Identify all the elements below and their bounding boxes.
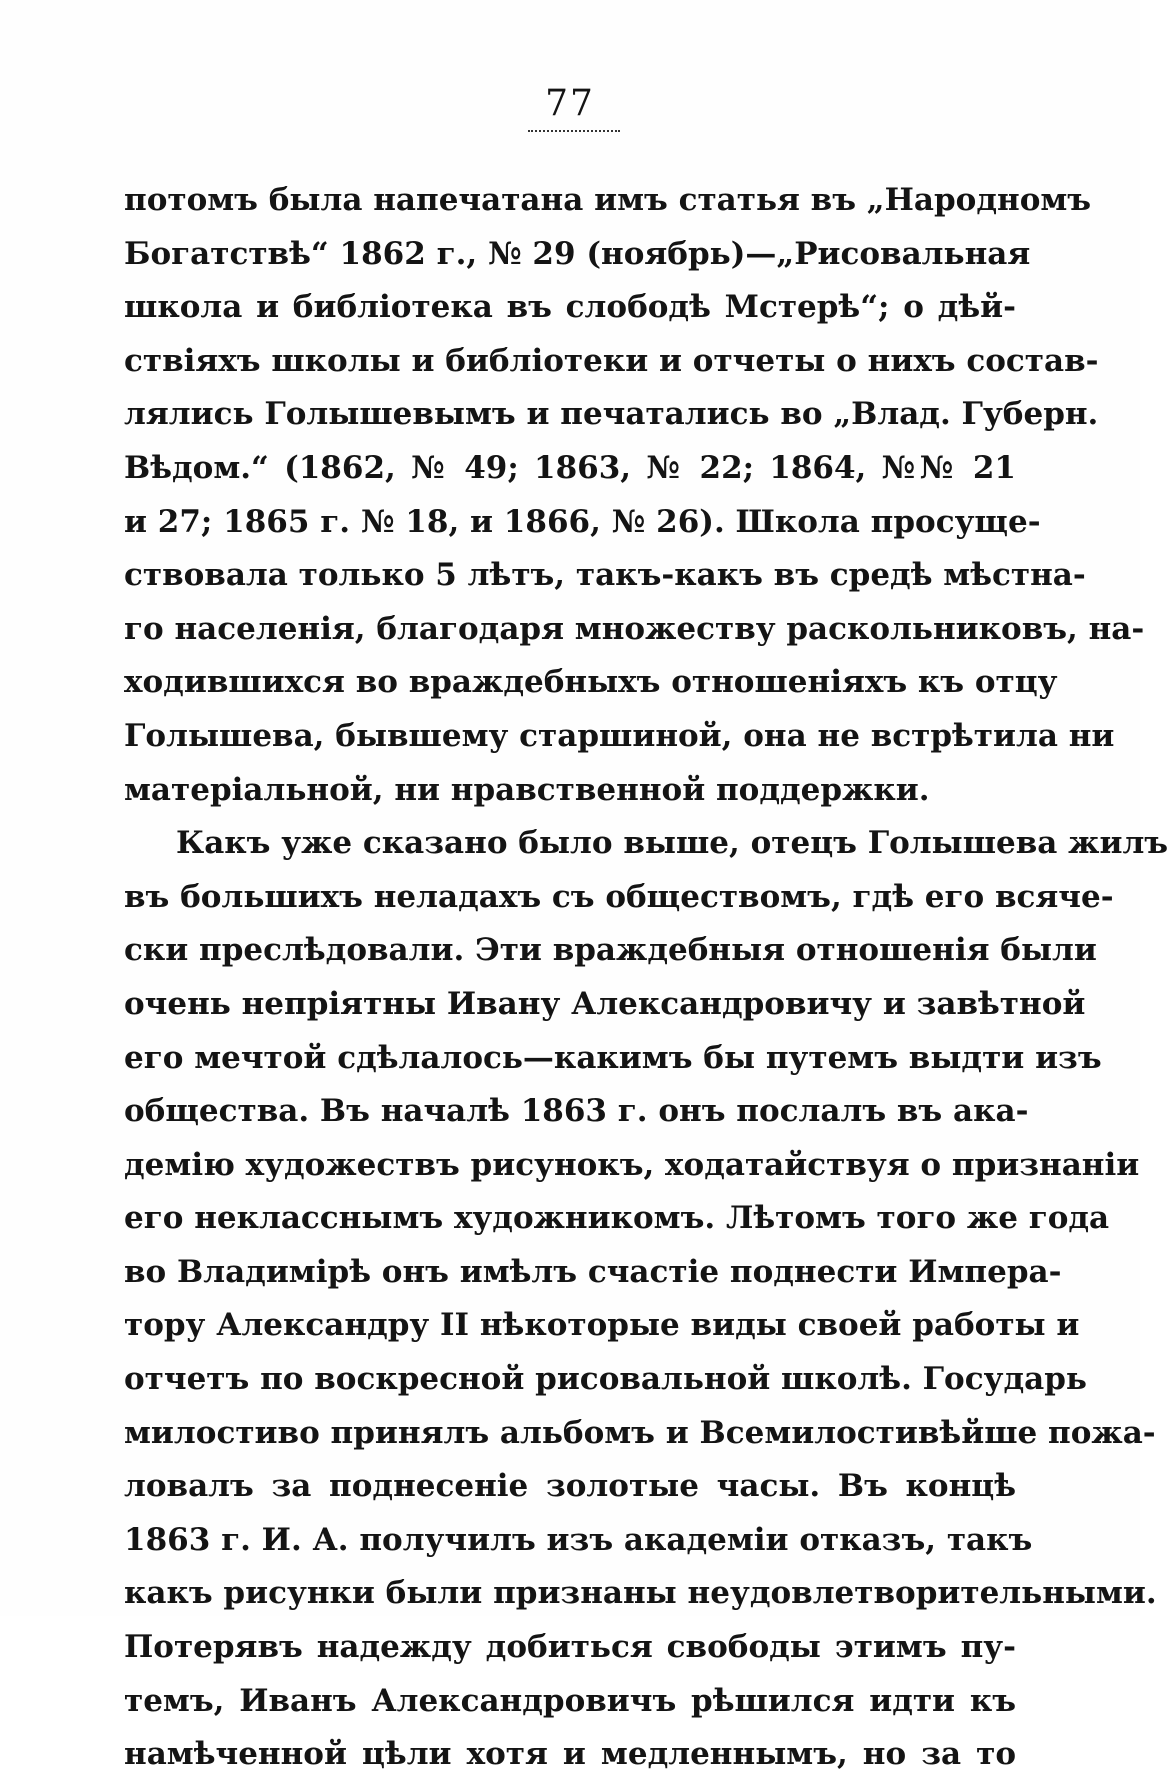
text-line: его мечтой сдѣлалось—какимъ бы путемъ выдти изъ <box>124 1039 1102 1076</box>
text-line: матеріальной, ни нравственной поддержки. <box>124 771 930 808</box>
body-text <box>124 174 1168 1782</box>
text-line: общества. Въ началѣ 1863 г. онъ послалъ въ ака- <box>124 1093 1029 1130</box>
text-line: его некласснымъ художникомъ. Лѣтомъ того же года <box>124 1200 1110 1237</box>
text-line: намѣченной цѣли хотя и медленнымъ, но за то <box>124 1736 1016 1773</box>
text-line: ловалъ за поднесеніе золотые часы. Въ концѣ <box>124 1468 1016 1505</box>
paragraph <box>124 817 1168 1782</box>
text-line: Какъ уже сказано было выше, отецъ Голышева жилъ <box>176 825 1168 862</box>
text-line: школа и библіотека въ слободѣ Мстерѣ“; о дѣй- <box>124 289 1016 326</box>
text-line: го населенія, благодаря множеству раскольниковъ, на- <box>124 610 1145 647</box>
text-line: тору Александру II нѣкоторые виды своей работы и <box>124 1307 1080 1344</box>
text-line: во Владимірѣ онъ имѣлъ счастіе поднести Импера- <box>124 1253 1062 1290</box>
text-line: темъ, Иванъ Александровичъ рѣшился идти къ <box>124 1682 1016 1719</box>
text-line: демію художествъ рисунокъ, ходатайствуя о признаніи <box>124 1146 1140 1183</box>
text-line: какъ рисунки были признаны неудовлетворительными. <box>124 1575 1157 1612</box>
text-line: милостиво принялъ альбомъ и Всемилостивѣйше пожа- <box>124 1414 1156 1451</box>
paragraph <box>124 174 1145 817</box>
text-line: Потерявъ надежду добиться свободы этимъ пу- <box>124 1629 1016 1666</box>
text-line: 1863 г. И. А. получилъ изъ академіи отказъ, такъ <box>124 1521 1033 1558</box>
text-line: въ большихъ неладахъ съ обществомъ, гдѣ его всяче- <box>124 878 1114 915</box>
text-line: лялись Голышевымъ и печатались во „Влад. Губерн. <box>124 396 1099 433</box>
text-line: Богатствѣ“ 1862 г., № 29 (ноябрь)—„Рисовальная <box>124 235 1031 272</box>
text-line: отчетъ по воскресной рисовальной школѣ. Государь <box>124 1361 1087 1398</box>
text-line: очень непріятны Ивану Александровичу и завѣтной <box>124 985 1086 1022</box>
text-line: и 27; 1865 г. № 18, и 1866, № 26). Школа просуще- <box>124 503 1041 540</box>
text-line: Вѣдом.“ (1862, № 49; 1863, № 22; 1864, №№ 21 <box>124 449 1016 486</box>
page-number: 77 <box>545 83 595 124</box>
text-line: ски преслѣдовали. Эти враждебныя отношенія были <box>124 932 1097 969</box>
text-line: ствовала только 5 лѣтъ, такъ-какъ въ средѣ мѣстна- <box>124 557 1086 594</box>
text-line: ходившихся во враждебныхъ отношеніяхъ къ отцу <box>124 664 1058 701</box>
text-line: Голышева, бывшему старшиной, она не встрѣтила ни <box>124 717 1115 754</box>
page-number-rule <box>528 130 620 132</box>
text-line: потомъ была напечатана имъ статья въ „Народномъ <box>124 182 1092 218</box>
text-line: ствіяхъ школы и библіотеки и отчеты о нихъ состав- <box>124 342 1099 379</box>
